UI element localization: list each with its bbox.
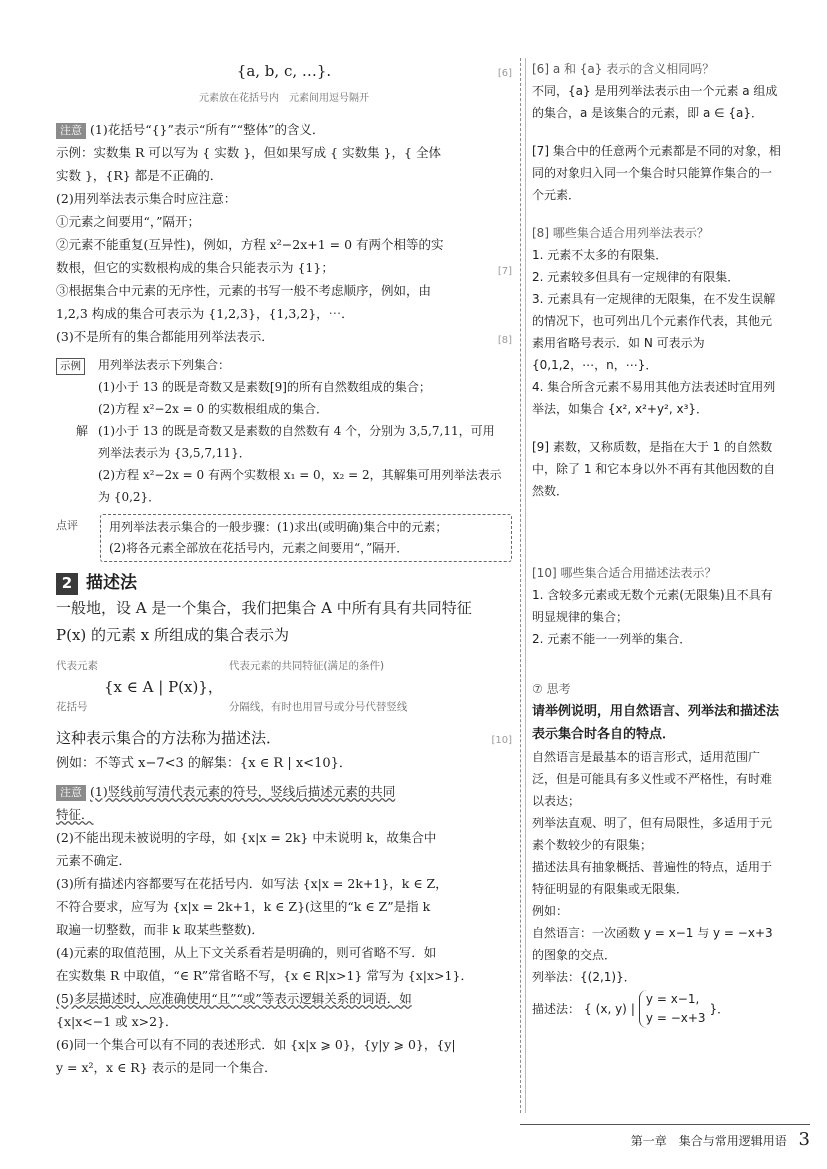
note2-line: (3)所有描述内容都要写在花括号内．如写法 {x|x = 2k+1}，k ∈ Z，: [56, 876, 448, 891]
column-divider-dashed: [520, 58, 521, 1113]
note-brace-inside: 元素放在花括号内: [199, 93, 279, 104]
ref-10: [10]: [491, 735, 512, 746]
side-note-10: [532, 562, 782, 650]
set-expression: {a, b, c, …}.: [236, 62, 332, 80]
equation-1: y = x−1,: [645, 992, 700, 1006]
section-p1: 一般地，设 A 是一个集合，我们把集合 A 中所有具有共同特征: [56, 599, 472, 617]
note1-line: ①元素之间要用“，”隔开；: [56, 214, 201, 229]
note2-line: (2)不能出现未被说明的字母，如 {x|x = 2k} 中未说明 k，故集合中: [56, 830, 437, 845]
note1-line: (3)不是所有的集合都能用列举法表示．: [56, 329, 274, 344]
think-line: 例如：: [532, 904, 569, 918]
think-block: [532, 678, 782, 1028]
side-10-title: [10] 哪些集合适合用描述法表示？: [532, 566, 717, 580]
answer-2: (2)方程 x²−2x = 0 有两个实数根 x₁ = 0，x₂ = 2，其解集可用列举法表示: [98, 468, 502, 482]
side-8-item: 4. 集合所含元素不易用其他方法表述时宜用列举法，如集合 {x², x²+y², x³}．: [532, 380, 776, 416]
side-10-item: 1. 含较多元素或无数个元素(无限集)且不具有明显规律的集合；: [532, 588, 773, 624]
note2-line: y = x²，x ∈ R} 表示的是同一个集合．: [56, 1060, 277, 1075]
section-p3: 这种表示集合的方法称为描述法．: [56, 729, 282, 747]
page-footer: [520, 1124, 810, 1150]
note2-line: 取遍一切整数，而非 k 取某些整数)．: [56, 922, 264, 937]
think-desc-set: (x, y): [595, 1002, 627, 1016]
label-representative: 代表元素: [56, 660, 98, 672]
think-line: 列举法：{(2,1)}．: [532, 970, 636, 984]
note1-line: (2)用列举法表示集合时应注意：: [56, 191, 237, 206]
expression-notes: [56, 87, 512, 110]
side-6-body: 不同，{a} 是用列举法表示由一个元素 a 组成的集合，a 是该集合的元素，即 a ∈ {a}．: [532, 84, 778, 120]
note-badge-2: 注意: [56, 785, 86, 801]
section-heading: [56, 572, 512, 595]
note1-line: (1)花括号“{}”表示“所有”“整体”的含义．: [90, 122, 325, 137]
side-8-item: 1. 元素不太多的有限集．: [532, 248, 668, 262]
note1-line: 实数 }，{R} 都是不正确的．: [56, 168, 223, 183]
note2-line: 在实数集 R 中取值，“∈ R”常省略不写，{x ∈ R|x>1} 常写为 {x|x>1}．: [56, 968, 473, 983]
equation-2: y = −x+3: [645, 1011, 706, 1025]
section-p4: 例如：不等式 x−7<3 的解集：{x ∈ R | x<10}．: [56, 756, 352, 771]
solve-label: 解: [75, 424, 88, 438]
comment-line: (2)将各元素全部放在花括号内，元素之间要用“，”隔开．: [109, 541, 409, 555]
side-column: [532, 58, 782, 1028]
answer-2b: 为 {0,2}．: [98, 490, 161, 504]
note2-line: 不符合要求，应写为 {x|x = 2k+1，k ∈ Z}(这里的“k ∈ Z”是指 k: [56, 899, 431, 914]
note2-line: (6)同一个集合可以有不同的表述形式．如 {x|x ⩾ 0}，{y|y ⩾ 0}，{y|: [56, 1037, 456, 1052]
note2-line: 元素不确定．: [56, 853, 132, 868]
top-expression: [56, 58, 512, 110]
think-icon: ⑦: [532, 682, 547, 696]
example-intro: 用列举法表示下列集合：: [98, 358, 231, 372]
side-9-body: [9] 素数，又称质数，是指在大于 1 的自然数中，除了 1 和它本身以外不再有其他因数的自然数．: [532, 440, 776, 498]
note1-line: 1,2,3 构成的集合可表示为 {1,2,3}，{1,3,2}，⋯．: [56, 306, 354, 321]
side-6-title: [6] a 和 {a} 表示的含义相同吗？: [532, 62, 715, 76]
example-q1: (1)小于 13 的既是奇数又是素数[9]的所有自然数组成的集合；: [98, 380, 431, 394]
main-column: [56, 58, 512, 1079]
side-note-9: [532, 436, 782, 502]
think-label: 思考: [546, 682, 571, 696]
note1-line: 数根，但它的实数根构成的集合只能表示为 {1}；: [56, 260, 334, 275]
note2-line: (1)竖线前写清代表元素的符号，竖线后描述元素的共同: [90, 784, 396, 799]
think-title: 请举例说明，用自然语言、列举法和描述法表示集合时各自的特点．: [532, 704, 780, 742]
label-brace: 花括号: [56, 701, 88, 713]
chapter-title: 第一章 集合与常用逻辑用语: [630, 1134, 787, 1148]
comment-label: 点评: [56, 519, 78, 532]
side-note-8: [532, 222, 782, 420]
think-line: 列举法直观、明了，但有局限性，多适用于元素个数较少的有限集；: [532, 816, 773, 852]
ref-6: [6]: [497, 68, 512, 79]
note1-line: ②元素不能重复(互异性)，例如，方程 x²−2x+1 = 0 有两个相等的实: [56, 237, 444, 252]
label-feature: 代表元素的共同特征(满足的条件): [228, 660, 385, 672]
note-comma: 元素间用逗号隔开: [289, 93, 369, 104]
note2-line: 特征．: [56, 807, 94, 822]
ref-8: [8]: [497, 335, 512, 346]
example-block: [56, 354, 512, 508]
think-line: 自然语言：一次函数 y = x−1 与 y = −x+3 的图象的交点．: [532, 926, 773, 962]
note1-line: 示例：实数集 R 可以写为 { 实数 }，但如果写成 { 实数集 }，{ 全体: [56, 145, 441, 160]
column-divider: [525, 58, 526, 1113]
example-label: 示例: [56, 358, 85, 375]
side-8-item: 2. 元素较多但具有一定规律的有限集．: [532, 270, 740, 284]
page-number: 3: [798, 1129, 810, 1150]
side-7-body: [7] 集合中的任意两个元素都是不同的对象，相同的对象归入同一个集合时只能算作集合的一个元素．: [532, 144, 781, 202]
think-line: 自然语言是最基本的语言形式，适用范围广泛，但是可能具有多义性或不严格性，有时难以表达；: [532, 750, 773, 808]
note-badge: 注意: [56, 123, 86, 139]
think-description: 描述法： { (x, y) | y = x−1, y = −x+3 }．: [532, 990, 729, 1028]
note-block-2: [56, 780, 512, 1079]
note2-line: (5)多层描述时，应准确使用“且”“或”等表示逻辑关系的词语．如: [56, 991, 412, 1006]
side-8-item: 3. 元素具有一定规律的无限集，在不发生误解的情况下，也可列出几个元素作代表，其他元素用省略号表示．如 N 可表示为 {0,1,2，⋯，n，⋯}．: [532, 292, 776, 372]
section-number: 2: [56, 573, 78, 595]
side-8-title: [8] 哪些集合适合用列举法表示？: [532, 226, 709, 240]
equation-system: [639, 990, 706, 1028]
answer-1b: 列举法表示为 {3,5,7,11}．: [98, 446, 251, 460]
side-note-6: [532, 58, 782, 124]
note1-line: ③根据集合中元素的无序性，元素的书写一般不考虑顺序，例如，由: [56, 283, 432, 298]
note2-line: {x|x<−1 或 x>2}．: [56, 1014, 178, 1029]
side-note-7: [532, 140, 782, 206]
answer-1: (1)小于 13 的既是奇数又是素数的自然数有 4 个，分别为 3,5,7,11，可用: [98, 424, 495, 438]
note2-line: (4)元素的取值范围，从上下文关系看若是明确的，则可省略不写．如: [56, 945, 437, 960]
set-builder-formula: {x ∈ A | P(x)}，: [104, 677, 223, 696]
comment-box: [100, 514, 512, 562]
section-p2: P(x) 的元素 x 所组成的集合表示为: [56, 626, 290, 644]
description-diagram: [56, 655, 512, 719]
note-block-1: [56, 118, 512, 348]
think-desc-label: 描述法：: [532, 1002, 581, 1016]
ref-7: [7]: [497, 266, 512, 277]
label-separator: 分隔线，有时也用冒号或分号代替竖线: [228, 701, 408, 713]
example-q2: (2)方程 x²−2x = 0 的实数根组成的集合．: [98, 402, 328, 416]
section-title: 描述法: [86, 573, 137, 593]
side-10-item: 2. 元素不能一一列举的集合．: [532, 632, 692, 646]
comment-line: 用列举法表示集合的一般步骤：(1)求出(或明确)集合中的元素；: [109, 520, 448, 534]
comment-block: [56, 514, 512, 562]
think-line: 描述法具有抽象概括、普遍性的特点，适用于特征明显的有限集或无限集．: [532, 860, 773, 896]
